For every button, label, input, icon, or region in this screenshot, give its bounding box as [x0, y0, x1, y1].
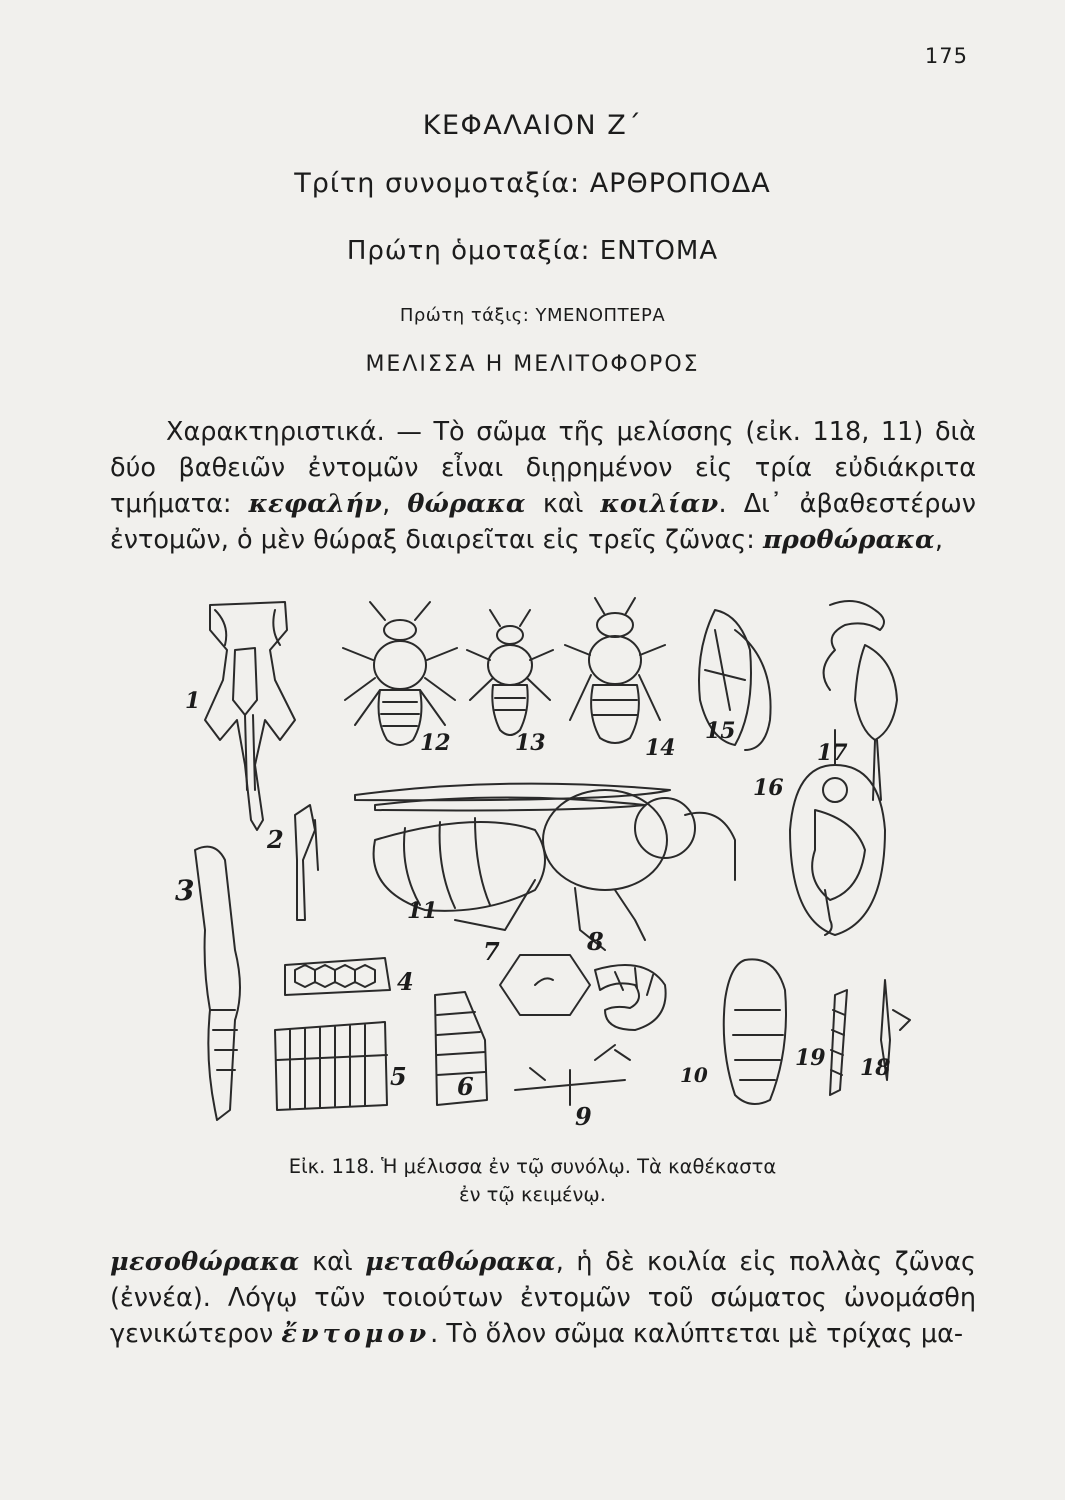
sting-apparatus-drawing: [824, 601, 897, 800]
figure-label-14: 14: [645, 735, 676, 761]
pollen-branch-drawing: [515, 1045, 630, 1105]
p1-text-1: Χαρακτηριστικά. — Τὸ σῶμα τῆς μελίσσης (εἰκ. 118, 11) διὰ δύο βαθειῶν ἐντομῶν εἶναι διῃρημένον εἰς τρία εὐδιάκριτα τμήματα:: [110, 417, 976, 519]
figure-label-16: 16: [753, 775, 784, 801]
comb-section-drawing: [275, 1022, 387, 1110]
figure-label-1: 1: [185, 688, 201, 714]
figure-label-11: 11: [407, 898, 438, 924]
p1-term-thorax: θώρακα: [407, 489, 526, 519]
p1-text-2: . Δι᾽ ἀβαθεστέρων ἐντομῶν, ὁ μὲν θώραξ διαιρεῖται εἰς τρεῖς ζῶνας:: [110, 489, 976, 555]
hex-cell-egg-drawing: [500, 955, 590, 1015]
p2-text-2: . Τὸ ὅλον σῶμα καλύπτεται μὲ τρίχας μα-: [430, 1319, 964, 1349]
p2-text-and: καὶ: [299, 1247, 366, 1277]
drone-bee-drawing: [467, 610, 553, 735]
figure-label-7: 7: [483, 937, 500, 966]
p1-text-and: καὶ: [525, 489, 601, 519]
bee-side-view-drawing: [355, 784, 735, 950]
worker-bee-drawing: [343, 602, 457, 745]
paragraph-characteristics: [110, 414, 976, 558]
paragraph-continuation: [110, 1244, 976, 1352]
figure-label-3: 3: [175, 874, 195, 907]
figure-label-6: 6: [457, 1072, 474, 1101]
p1-term-abdomen: κοιλίαν: [600, 489, 719, 519]
bee-figure-drawing: [175, 590, 935, 1145]
p1-term-prothorax: προθώρακα: [762, 525, 935, 555]
caption-line-2: ἐν τῷ κειμένῳ.: [459, 1183, 606, 1206]
figure-label-17: 17: [817, 740, 848, 766]
p2-text-1: , ἡ δὲ κοιλία εἰς πολλὰς ζῶνας (ἐννέα). Λόγῳ τῶν τοιούτων ἐντομῶν τοῦ σώματος ὠνομάσθη γενικώτερον: [110, 1247, 977, 1349]
p2-term-metathorax: μεταθώρακα: [365, 1247, 556, 1277]
figure-label-12: 12: [420, 730, 451, 756]
figure-caption: [0, 1153, 1065, 1209]
figure-label-15: 15: [705, 718, 736, 744]
figure-label-10: 10: [680, 1063, 708, 1087]
class-heading: Πρώτη ὁμοταξία: ΕΝΤΟΜΑ: [346, 236, 719, 266]
figure-label-8: 8: [587, 927, 604, 956]
order-heading: Πρώτη τάξις: ΥΜΕΝΟΠΤΕΡΑ: [399, 305, 666, 326]
pupa-drawing: [724, 959, 786, 1104]
section-title: ΜΕΛΙΣΣΑ Η ΜΕΛΙΤΟΦΟΡΟΣ: [365, 352, 700, 377]
figure-label-5: 5: [390, 1062, 407, 1091]
figure-label-2: 2: [267, 825, 284, 854]
p2-term-mesothorax: μεσοθώρακα: [110, 1247, 300, 1277]
figure-label-9: 9: [575, 1102, 592, 1131]
caption-line-1: Εἰκ. 118. Ἡ μέλισσα ἐν τῷ συνόλῳ. Τὰ καθέκαστα: [288, 1155, 777, 1178]
head-mouthparts-drawing: [205, 602, 295, 830]
proboscis-detail-drawing: [295, 805, 318, 920]
page-number: 175: [924, 44, 968, 68]
figure-label-4: 4: [397, 967, 414, 996]
p1-sep-1: ,: [382, 489, 408, 519]
phylum-heading: Τρίτη συνομοταξία: ΑΡΘΡΟΠΟΔΑ: [294, 168, 771, 199]
curled-larva-drawing: [595, 965, 666, 1030]
figure-label-19: 19: [795, 1045, 826, 1071]
queen-bee-drawing: [565, 598, 665, 743]
p2-term-entomon: ἔντομον: [281, 1319, 431, 1349]
figure-label-18: 18: [860, 1055, 891, 1081]
p1-term-head: κεφαλήν: [248, 489, 383, 519]
p1-end: ,: [934, 525, 944, 555]
figure-label-13: 13: [515, 730, 546, 756]
bee-figure: [175, 590, 935, 1145]
comb-cells-drawing: [285, 958, 390, 995]
hind-leg-drawing: [195, 847, 240, 1120]
chapter-heading: ΚΕΦΑΛΑΙΟΝ Ζ΄: [422, 110, 643, 141]
